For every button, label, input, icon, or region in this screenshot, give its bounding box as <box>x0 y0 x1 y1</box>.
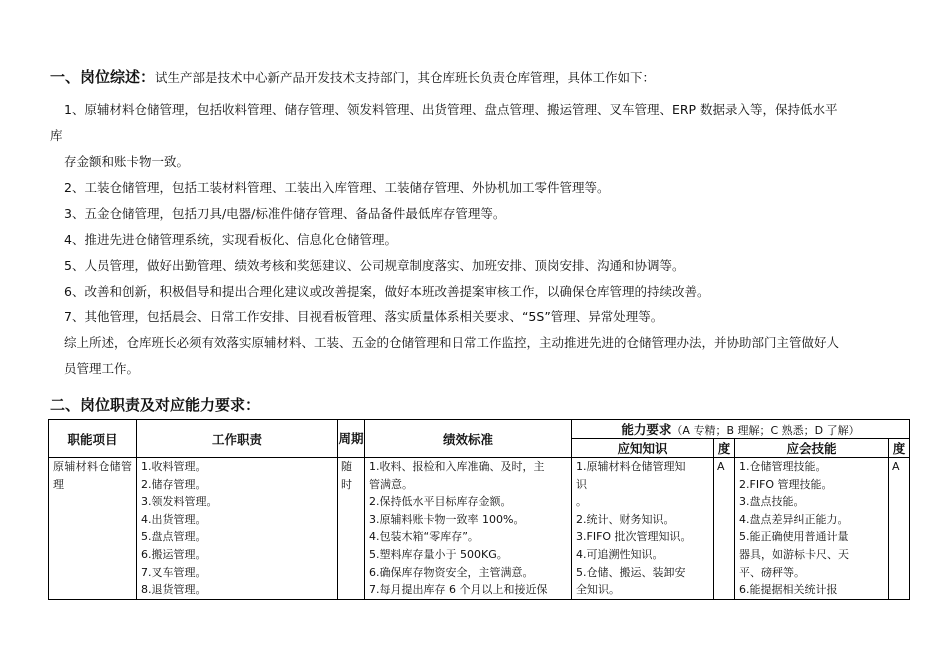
cell-skills <box>735 458 889 600</box>
cell-duties <box>137 458 338 600</box>
list-item: 4.可追溯性知识。 <box>576 547 664 561</box>
paragraph-line: 综上所述，仓库班长必须有效落实原辅材料、工装、五金的仓储管理和日常工作监控，主动推进先进的仓储管理办法，并协助部门主管做好人 <box>64 335 840 350</box>
header-performance: 绩效标准 <box>365 420 572 458</box>
list-item: 7.叉车管理。 <box>141 565 207 579</box>
list-item: 7.每月提出库存 6 个月以上和接近保 <box>369 583 548 597</box>
list-item: 5.盘点管理。 <box>141 530 207 544</box>
list-item: 2.统计、财务知识。 <box>576 512 675 526</box>
list-item: 5.仓储、搬运、装卸安 <box>576 565 686 579</box>
cell-knowledge <box>572 458 714 600</box>
header-period: 周期 <box>338 420 365 458</box>
header-ability-note: （A 专精；B 理解；C 熟悉；D 了解） <box>671 424 860 437</box>
list-item: 2.FIFO 管理技能。 <box>739 477 833 491</box>
list-item: 全知识。 <box>576 583 620 597</box>
table-row <box>49 458 910 600</box>
list-item: 管满意。 <box>369 477 413 491</box>
list-item: 4.包装木箱“零库存”。 <box>369 530 479 544</box>
list-item: 2.储存管理。 <box>141 477 207 491</box>
list-item: 1.收料管理。 <box>141 460 207 473</box>
paragraph-line: 存金额和账卡物一致。 <box>64 154 190 169</box>
header-ability-label: 能力要求 <box>621 422 672 437</box>
list-item: 平、磅秤等。 <box>739 565 805 579</box>
paragraph-line: 3、五金仓储管理，包括刀具/电器/标准件储存管理、备品备件最低库存管理等。 <box>64 206 506 221</box>
list-item: 5.塑料库存量小于 500KG。 <box>369 547 508 561</box>
cell-period: 随时 <box>338 458 365 600</box>
paragraph-line: 5、人员管理，做好出勤管理、绩效考核和奖惩建议、公司规章制度落实、加班安排、顶岗安排、沟通和协调等。 <box>64 258 685 273</box>
list-item: 5.能正确使用普通计量 <box>739 530 849 544</box>
paragraph-line: 1、原辅材料仓储管理，包括收料管理、储存管理、领发料管理、出货管理、盘点管理、搬运管理、叉车管理、ERP 数据录入等，保持低水平 <box>64 102 838 117</box>
list-item: 器具，如游标卡尺、天 <box>739 547 849 561</box>
cell-function: 原辅材料仓储管理 <box>49 458 137 600</box>
list-item: 识 <box>576 477 587 491</box>
list-item: 3.FIFO 批次管理知识。 <box>576 530 692 544</box>
header-degree-2: 度 <box>889 439 910 458</box>
list-item: 2.保持低水平目标库存金额。 <box>369 495 512 509</box>
paragraph-line: 4、推进先进仓储管理系统，实现看板化、信息化仓储管理。 <box>64 232 397 247</box>
cell-skills-degree: A <box>889 458 910 600</box>
list-item: 3.原辅料账卡物一致率 100%。 <box>369 512 525 526</box>
list-item: 。 <box>576 495 587 509</box>
list-item: 6.确保库存物资安全，主管满意。 <box>369 565 534 579</box>
header-function: 职能项目 <box>49 420 137 458</box>
header-ability <box>572 420 910 439</box>
section-1-heading <box>50 66 655 87</box>
list-item: 1.仓储管理技能。 <box>739 460 827 473</box>
list-item: 6.能提据相关统计报 <box>739 583 838 597</box>
header-degree: 度 <box>714 439 735 458</box>
header-duties: 工作职责 <box>137 420 338 458</box>
cell-performance <box>365 458 572 600</box>
list-item: 8.退货管理。 <box>141 583 207 597</box>
paragraph-line: 员管理工作。 <box>64 361 140 376</box>
section-2-heading: 二、岗位职责及对应能力要求： <box>50 396 261 414</box>
list-item: 1.原辅材料仓储管理知 <box>576 460 686 473</box>
list-item: 1.收料、报检和入库准确、及时，主 <box>369 460 545 473</box>
paragraph-line: 2、工装仓储管理，包括工装材料管理、工装出入库管理、工装储存管理、外协机加工零件管理等。 <box>64 180 610 195</box>
section-1-title: 一、岗位综述： <box>50 68 156 86</box>
section-1-intro: 试生产部是技术中心新产品开发技术支持部门，其仓库班长负责仓库管理，具体工作如下： <box>155 70 656 85</box>
list-item: 4.出货管理。 <box>141 512 207 526</box>
paragraph-line: 库 <box>50 128 63 143</box>
cell-knowledge-degree: A <box>714 458 735 600</box>
header-knowledge: 应知知识 <box>572 439 714 458</box>
duty-ability-table <box>48 419 910 600</box>
paragraph-line: 6、改善和创新，积极倡导和提出合理化建议或改善提案，做好本班改善提案审核工作，以确保仓库管理的持续改善。 <box>64 284 710 299</box>
header-skills: 应会技能 <box>735 439 889 458</box>
paragraph-line: 7、其他管理，包括晨会、日常工作安排、目视看板管理、落实质量体系相关要求、“5S”管理、异常处理等。 <box>64 309 664 324</box>
list-item: 3.盘点技能。 <box>739 495 805 509</box>
list-item: 3.领发料管理。 <box>141 495 218 509</box>
list-item: 4.盘点差异纠正能力。 <box>739 512 849 526</box>
list-item: 6.搬运管理。 <box>141 547 207 561</box>
